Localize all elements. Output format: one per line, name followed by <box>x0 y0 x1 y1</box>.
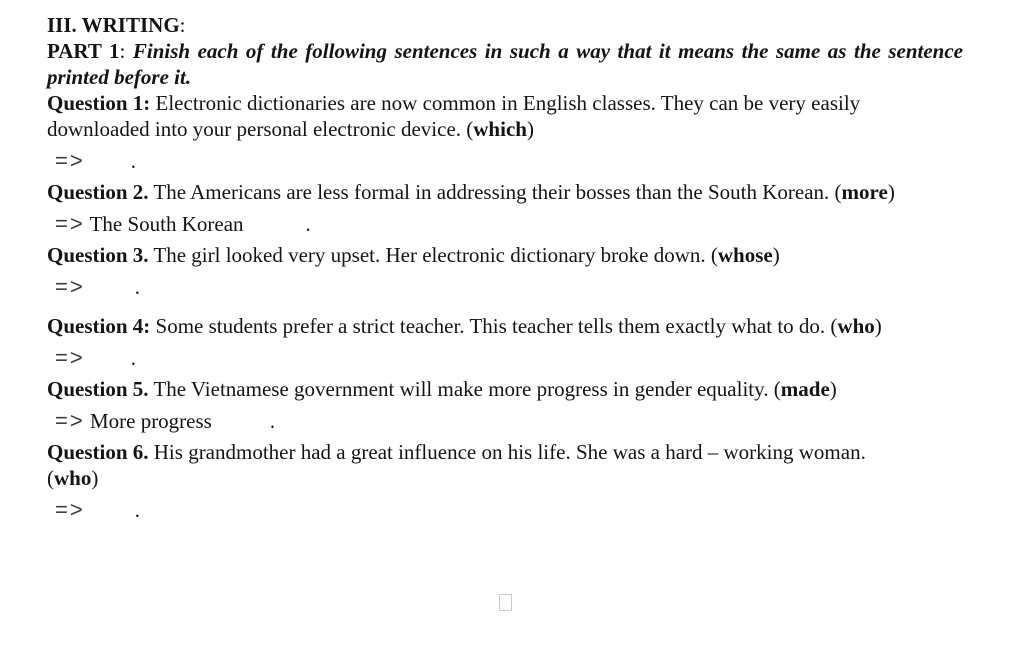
arrow-glyph: => <box>55 497 85 522</box>
part-label: PART 1 <box>47 39 120 63</box>
section-heading-colon: : <box>179 13 186 37</box>
keyword: more <box>841 180 888 204</box>
question-label: Question 3. <box>47 243 149 267</box>
arrow-glyph: => <box>55 148 85 173</box>
keyword: who <box>54 466 92 490</box>
arrow-glyph: => <box>55 408 85 433</box>
section-heading <box>47 12 963 38</box>
paren-close: ) <box>887 180 895 204</box>
period: . <box>130 149 136 173</box>
question-label: Question 5. <box>47 377 149 401</box>
part-colon: : <box>119 39 133 63</box>
question-label: Question 1: <box>47 91 151 115</box>
question-text: His grandmother had a great influence on his life. She was a hard – working woman. <box>148 440 866 464</box>
answer-line-3 <box>47 274 963 300</box>
answer-prefill: The South Korean <box>84 212 244 236</box>
section-heading-title: III. WRITING <box>47 13 180 37</box>
question-6 <box>47 439 963 491</box>
period: . <box>130 346 136 370</box>
answer-prefill: More progress <box>84 409 212 433</box>
question-text: The Americans are less formal in addressing their bosses than the South Korean. ( <box>148 180 842 204</box>
question-1 <box>47 90 963 142</box>
answer-line-6 <box>47 497 963 523</box>
missing-glyph-box <box>499 594 512 611</box>
paren-close: ) <box>91 466 99 490</box>
paren-close: ) <box>874 314 882 338</box>
period: . <box>134 498 140 522</box>
period: . <box>134 275 140 299</box>
period: . <box>269 409 276 433</box>
question-2 <box>47 179 963 205</box>
question-label: Question 4: <box>47 314 151 338</box>
answer-line-2 <box>47 211 963 237</box>
question-text: Electronic dictionaries are now common in English classes. They can be very easily downloaded into your personal electronic device. ( <box>47 91 861 141</box>
keyword: who <box>837 314 875 338</box>
period: . <box>305 212 311 236</box>
question-label: Question 6. <box>47 440 149 464</box>
paren-close: ) <box>772 243 780 267</box>
answer-line-1 <box>47 148 963 174</box>
keyword: made <box>780 377 830 401</box>
arrow-glyph: => <box>55 345 85 370</box>
part1-instruction <box>47 38 963 90</box>
question-text: The Vietnamese government will make more progress in gender equality. ( <box>148 377 781 401</box>
question-3 <box>47 242 963 268</box>
instruction-text: Finish each of the following sentences in such a way that it means the same as the sentence printed before it. <box>47 39 963 89</box>
paren-close: ) <box>526 117 534 141</box>
answer-line-5 <box>47 408 963 434</box>
arrow-glyph: => <box>55 274 85 299</box>
question-text: The girl looked very upset. Her electronic dictionary broke down. ( <box>148 243 718 267</box>
answer-line-4 <box>47 345 963 371</box>
question-5 <box>47 376 963 402</box>
keyword: whose <box>717 243 773 267</box>
paren-close: ) <box>829 377 837 401</box>
footer-glyph-row <box>47 587 963 613</box>
question-text: Some students prefer a strict teacher. This teacher tells them exactly what to do. ( <box>150 314 838 338</box>
question-4 <box>47 313 963 339</box>
question-label: Question 2. <box>47 180 149 204</box>
paren-open: ( <box>47 466 54 490</box>
keyword: which <box>473 117 527 141</box>
arrow-glyph: => <box>55 211 85 236</box>
